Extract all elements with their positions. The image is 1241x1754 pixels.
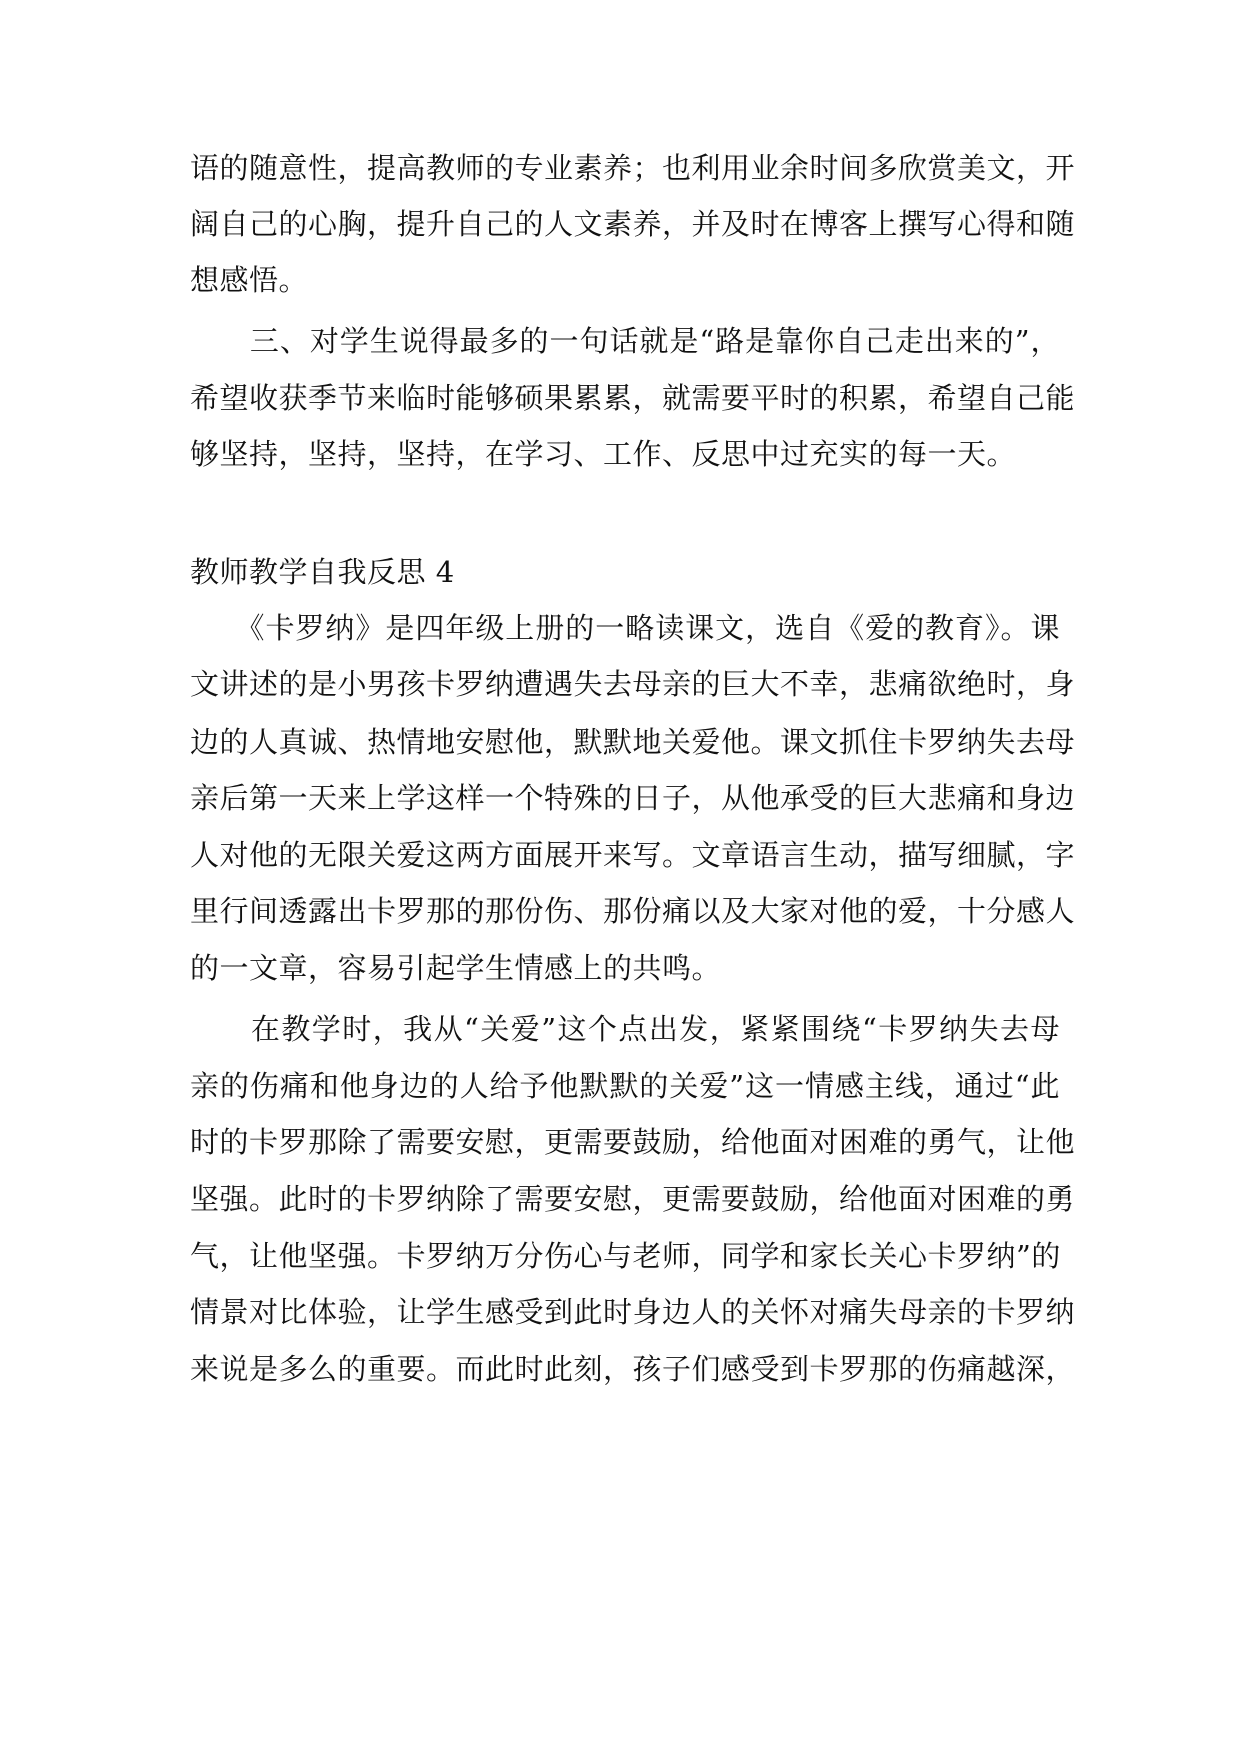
text-line: 里行间透露出卡罗那的那份伤、那份痛以及大家对他的爱，十分感人 [190, 894, 1076, 928]
text-line: 情景对比体验，让学生感受到此时身边人的关怀对痛失母亲的卡罗纳 [190, 1295, 1076, 1329]
text-line: 语的随意性，提高教师的专业素养；也利用业余时间多欣赏美文，开 [190, 151, 1076, 185]
text-line: 人对他的无限关爱这两方面展开来写。文章语言生动，描写细腻，字 [190, 838, 1076, 872]
text-line: 亲的伤痛和他身边的人给予他默默的关爱”这一情感主线，通过“此 [190, 1069, 1060, 1103]
text-line: 的一文章，容易引起学生情感上的共鸣。 [190, 951, 722, 985]
text-line: 希望收获季节来临时能够硕果累累，就需要平时的积累，希望自己能 [190, 381, 1076, 415]
text-line: 阔自己的心胸，提升自己的人文素养，并及时在博客上撰写心得和随 [190, 207, 1076, 241]
text-line: 想感悟。 [190, 263, 309, 297]
text-line: 坚强。此时的卡罗纳除了需要安慰，更需要鼓励，给他面对困难的勇 [190, 1182, 1076, 1216]
text-line: 时的卡罗那除了需要安慰，更需要鼓励，给他面对困难的勇气，让他 [190, 1125, 1076, 1159]
text-line: 边的人真诚、热情地安慰他，默默地关爱他。课文抓住卡罗纳失去母 [190, 725, 1076, 759]
text-line: 在教学时，我从“关爱”这个点出发，紧紧围绕“卡罗纳失去母 [190, 1012, 1060, 1046]
text-line: 文讲述的是小男孩卡罗纳遭遇失去母亲的巨大不幸，悲痛欲绝时，身 [190, 667, 1076, 701]
section-heading: 教师教学自我反思 4 [190, 555, 455, 589]
text-line: 够坚持，坚持，坚持，在学习、工作、反思中过充实的每一天。 [190, 437, 1017, 471]
text-line: 来说是多么的重要。而此时此刻，孩子们感受到卡罗那的伤痛越深， [190, 1352, 1076, 1386]
text-line: 气，让他坚强。卡罗纳万分伤心与老师，同学和家长关心卡罗纳”的 [190, 1239, 1061, 1273]
text-line: 《卡罗纳》是四年级上册的一略读课文，选自《爱的教育》。课 [190, 611, 1060, 645]
text-line: 三、对学生说得最多的一句话就是“路是靠你自己走出来的”， [190, 324, 1060, 358]
text-line: 亲后第一天来上学这样一个特殊的日子，从他承受的巨大悲痛和身边 [190, 781, 1076, 815]
